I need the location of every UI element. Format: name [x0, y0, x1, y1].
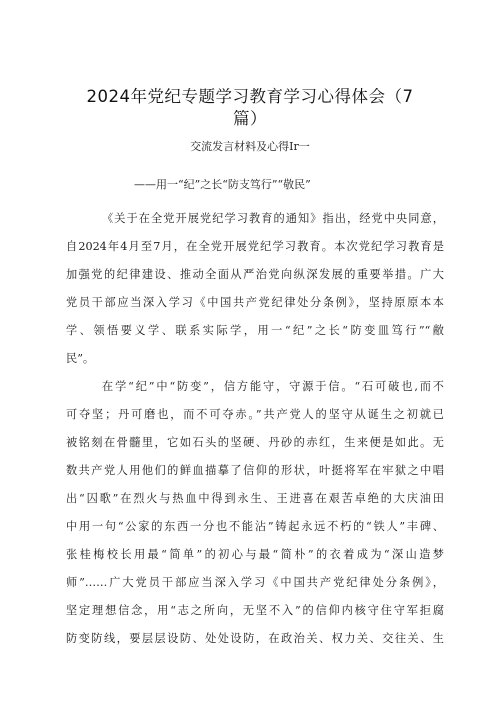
paragraph-2-line: 防变防线，要层层设防、处处设防，在政治关、权力关、交往关、生: [66, 632, 444, 645]
document-title: [60, 86, 440, 130]
paragraph-2-line: 在学“纪”中“防变”，信方能守，守源于信。“石可破也,而不: [102, 380, 444, 393]
paragraph-2-line: 被铭刻在骨髓里，它如石头的坚硬、丹砂的赤红，生来便是如此。无: [66, 436, 444, 449]
paragraph-2-line: 出“囚歌”在烈火与热血中得到永生、王进喜在艰苦卓绝的大庆油田: [66, 492, 444, 505]
paragraph-1-line: 党员干部应当深入学习《中国共产党纪律处分条例》，坚持原原本本: [66, 296, 444, 309]
title-line-2: 篇）: [233, 109, 267, 128]
document-byline: ——用一“纪”之长“防支笃行”“敬民”: [134, 178, 311, 191]
paragraph-1-line: 自2024年4月至7月，在全党开展党纪学习教育。本次党纪学习教育是: [66, 240, 444, 253]
document-subtitle: 交流发言材料及心得Ir一: [190, 140, 310, 153]
title-line-1: 2024年党纪专题学习教育学习心得体会（7: [86, 87, 414, 106]
paragraph-2-line: 数共产党人用他们的鲜血描摹了信仰的形状，叶挺将军在牢狱之中唱: [66, 464, 444, 477]
paragraph-1-line: 《关于在全党开展党纪学习教育的通知》指出，经党中央同意，: [102, 212, 444, 225]
paragraph-2-line: 张桂梅校长用最“简单”的初心与最“简朴”的衣着成为“深山造梦: [66, 548, 444, 561]
paragraph-2-line: 中用一句“公家的东西一分也不能沾”铸起永远不朽的“铁人”丰碑、: [66, 520, 444, 533]
paragraph-1-line: 加强党的纪律建设、推动全面从严治党向纵深发展的重要举措。广大: [66, 268, 444, 281]
paragraph-2-line: 坚定理想信念，用“志之所向，无坚不入”的信仰内核守住守军拒腐: [66, 604, 444, 617]
paragraph-2-line: 师”……广大党员干部应当深入学习《中国共产党纪律处分条例》，: [66, 576, 444, 589]
paragraph-1-line: 民”。: [66, 352, 95, 365]
paragraph-2-line: 可夺坚；丹可磨也，而不可夺赤。”共产党人的坚守从诞生之初就已: [66, 408, 444, 421]
paragraph-1-line: 学、领悟要义学、联系实际学，用一“纪”之长“防变皿笃行”“敝: [66, 324, 444, 337]
